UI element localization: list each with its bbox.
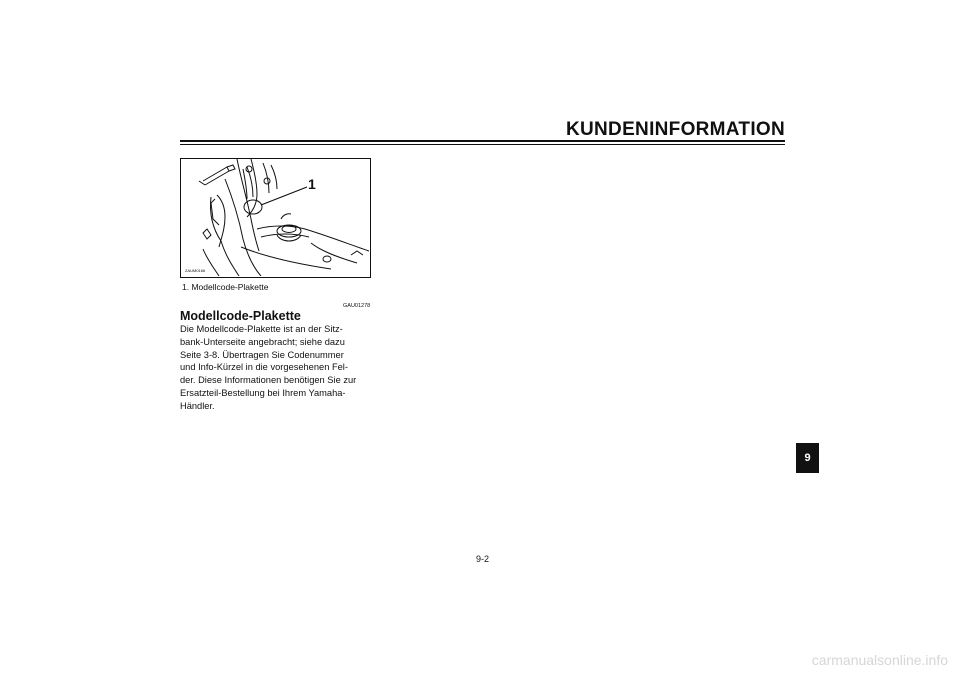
page-number: 9-2: [476, 554, 490, 564]
section-body: [180, 323, 380, 413]
chapter-tab: 9: [796, 443, 819, 473]
body-line: Die Modellcode-Plakette ist an der Sitz-: [180, 324, 343, 334]
body-line: und Info-Kürzel in die vorgesehenen Fel-: [180, 362, 348, 373]
watermark: carmanualsonline.info: [811, 652, 948, 668]
body-line: Ersatzteil-Bestellung bei Ihrem Yamaha-: [180, 387, 346, 398]
body-line: Seite 3-8. Übertragen Sie Codenummer: [180, 349, 344, 360]
page-title: KUNDENINFORMATION: [565, 119, 785, 140]
body-line: bank-Unterseite angebracht; siehe dazu: [180, 336, 345, 347]
figure-code: ZAUM0166: [185, 268, 206, 273]
header-divider: [180, 140, 785, 142]
figure-callout-number: 1: [308, 176, 316, 192]
scooter-seat-illustration: [181, 159, 369, 276]
body-line: Händler.: [180, 400, 215, 411]
figure-caption: 1. Modellcode-Plakette: [182, 282, 269, 292]
header-divider-thin: [180, 144, 785, 145]
section-ref-code: GAU01278: [343, 303, 371, 309]
model-label-illustration: [180, 158, 371, 278]
body-line: der. Diese Informationen benötigen Sie zur: [180, 375, 357, 386]
section-heading: Modellcode-Plakette: [180, 309, 301, 323]
